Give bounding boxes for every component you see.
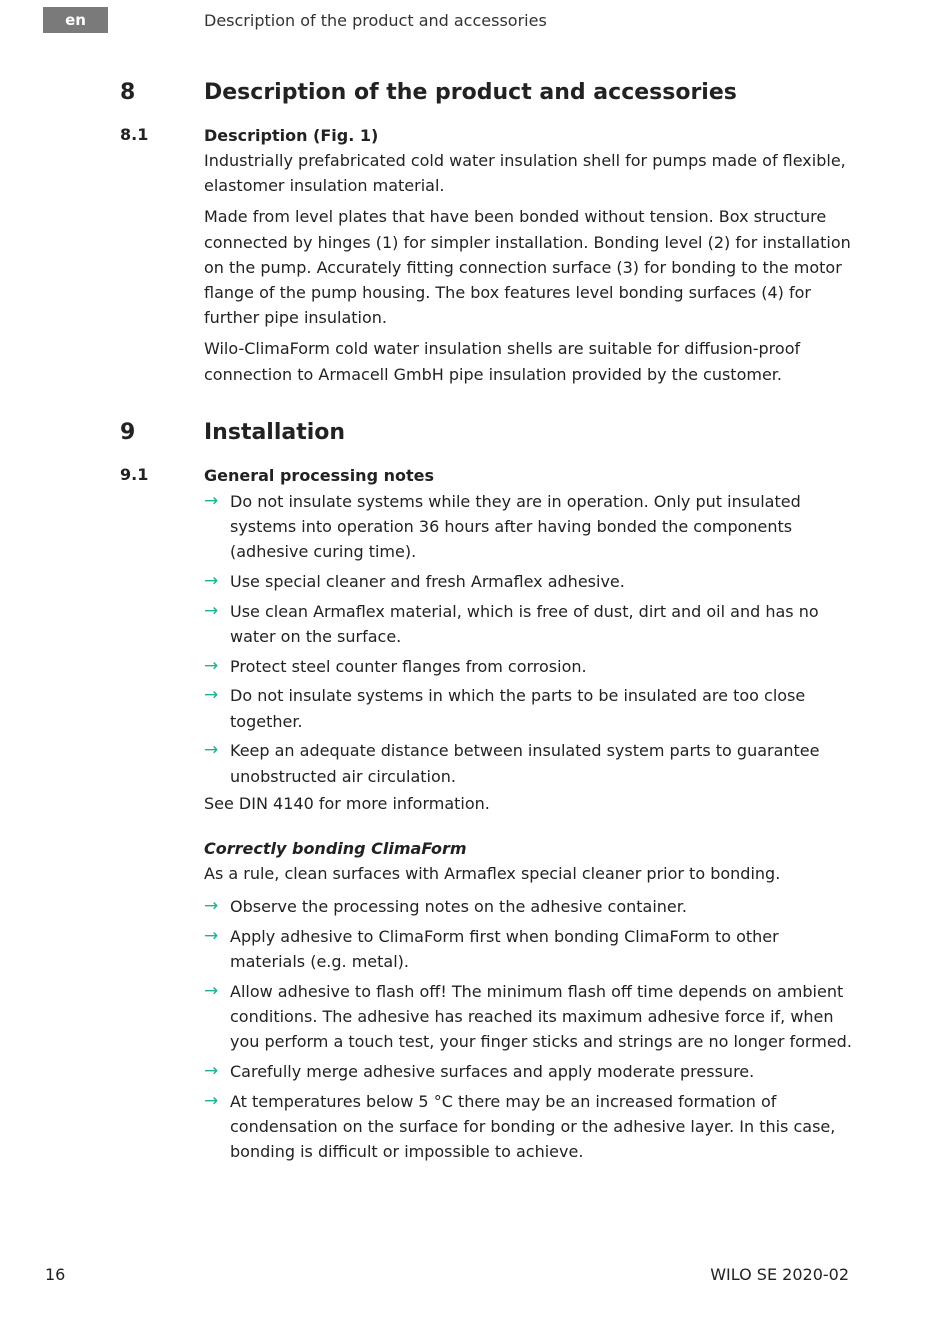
list-item: → At temperatures below 5 °C there may be an increased formation of condensation on the surface for bonding or the adhesive layer. In this case, bonding is difficult or impossible to achieve. [204, 1090, 836, 1161]
section-8-number: 8 [120, 80, 136, 105]
arrow-right-icon: → [204, 896, 219, 917]
bonding-steps-list [204, 894, 854, 1164]
arrow-right-icon: → [204, 740, 219, 761]
page-number: 16 [45, 1265, 66, 1284]
description-paragraph: Made from level plates that have been bonded without tension. Box structure connected by hinges (1) for simpler installation. Bonding level (2) for installation on the pump. Accurately fitting connection surface (3) for bonding to the motor flange of the pump housing. The box features level bonding surfaces (4) for further pipe insulation. [204, 207, 851, 328]
list-item: → Observe the processing notes on the adhesive container. [204, 894, 854, 919]
running-header: Description of the product and accessories [204, 11, 547, 30]
list-item: → Use clean Armaflex material, which is free of dust, dirt and oil and has no water on the surface. [204, 600, 819, 647]
arrow-right-icon: → [204, 980, 219, 1001]
arrow-right-icon: → [204, 1090, 219, 1111]
description-paragraph: Industrially prefabricated cold water insulation shell for pumps made of flexible, elastomer insulation material. [204, 151, 846, 196]
list-item: → Do not insulate systems in which the parts to be insulated are too close together. [204, 685, 806, 731]
list-item: → Carefully merge adhesive surfaces and apply moderate pressure. [204, 1059, 854, 1084]
list-item: → Allow adhesive to flash off! The minimum flash off time depends on ambient conditions. The adhesive has reached its maximum adhesive force if, when you perform a touch test, your finger sticks and strings are no longer formed. [204, 980, 852, 1052]
publisher-footer: WILO SE 2020-02 [710, 1265, 849, 1284]
arrow-right-icon: → [204, 685, 219, 706]
bonding-intro: As a rule, clean surfaces with Armaflex special cleaner prior to bonding. [204, 863, 781, 883]
section-8-title: Description of the product and accessories [204, 80, 737, 105]
list-item: → Do not insulate systems while they are in operation. Only put insulated systems into operation 36 hours after having bonded the components (adhesive curing time). [204, 491, 801, 562]
section-9-number: 9 [120, 420, 136, 445]
list-item: → Protect steel counter flanges from corrosion. [204, 654, 854, 679]
arrow-right-icon: → [204, 925, 219, 946]
list-item: → Use special cleaner and fresh Armaflex adhesive. [204, 569, 854, 594]
processing-notes-list [204, 489, 854, 789]
section-8-1-content [204, 123, 854, 387]
list-item: → Keep an adequate distance between insulated system parts to guarantee unobstructed air circulation. [204, 740, 820, 786]
bonding-subheading: Correctly bonding ClimaForm [204, 838, 467, 858]
section-9-1-number: 9.1 [120, 465, 149, 484]
arrow-right-icon: → [204, 1060, 219, 1081]
arrow-right-icon: → [204, 655, 219, 676]
arrow-right-icon: → [204, 571, 219, 592]
section-9-title: Installation [204, 420, 346, 445]
section-8-1-number: 8.1 [120, 125, 149, 144]
section-9-1-content [204, 463, 854, 1169]
list-item: → Apply adhesive to ClimaForm first when bonding ClimaForm to other materials (e.g. metal). [204, 925, 779, 972]
arrow-right-icon: → [204, 600, 219, 621]
arrow-right-icon: → [204, 491, 219, 511]
description-paragraph: Wilo-ClimaForm cold water insulation shells are suitable for diffusion-proof connection to Armacell GmbH pipe insulation provided by the customer. [204, 339, 801, 384]
din-reference-note: See DIN 4140 for more information. [204, 793, 490, 813]
section-8-1-title: Description (Fig. 1) [204, 126, 379, 145]
language-tab: en [43, 7, 108, 33]
section-9-1-title: General processing notes [204, 466, 434, 485]
